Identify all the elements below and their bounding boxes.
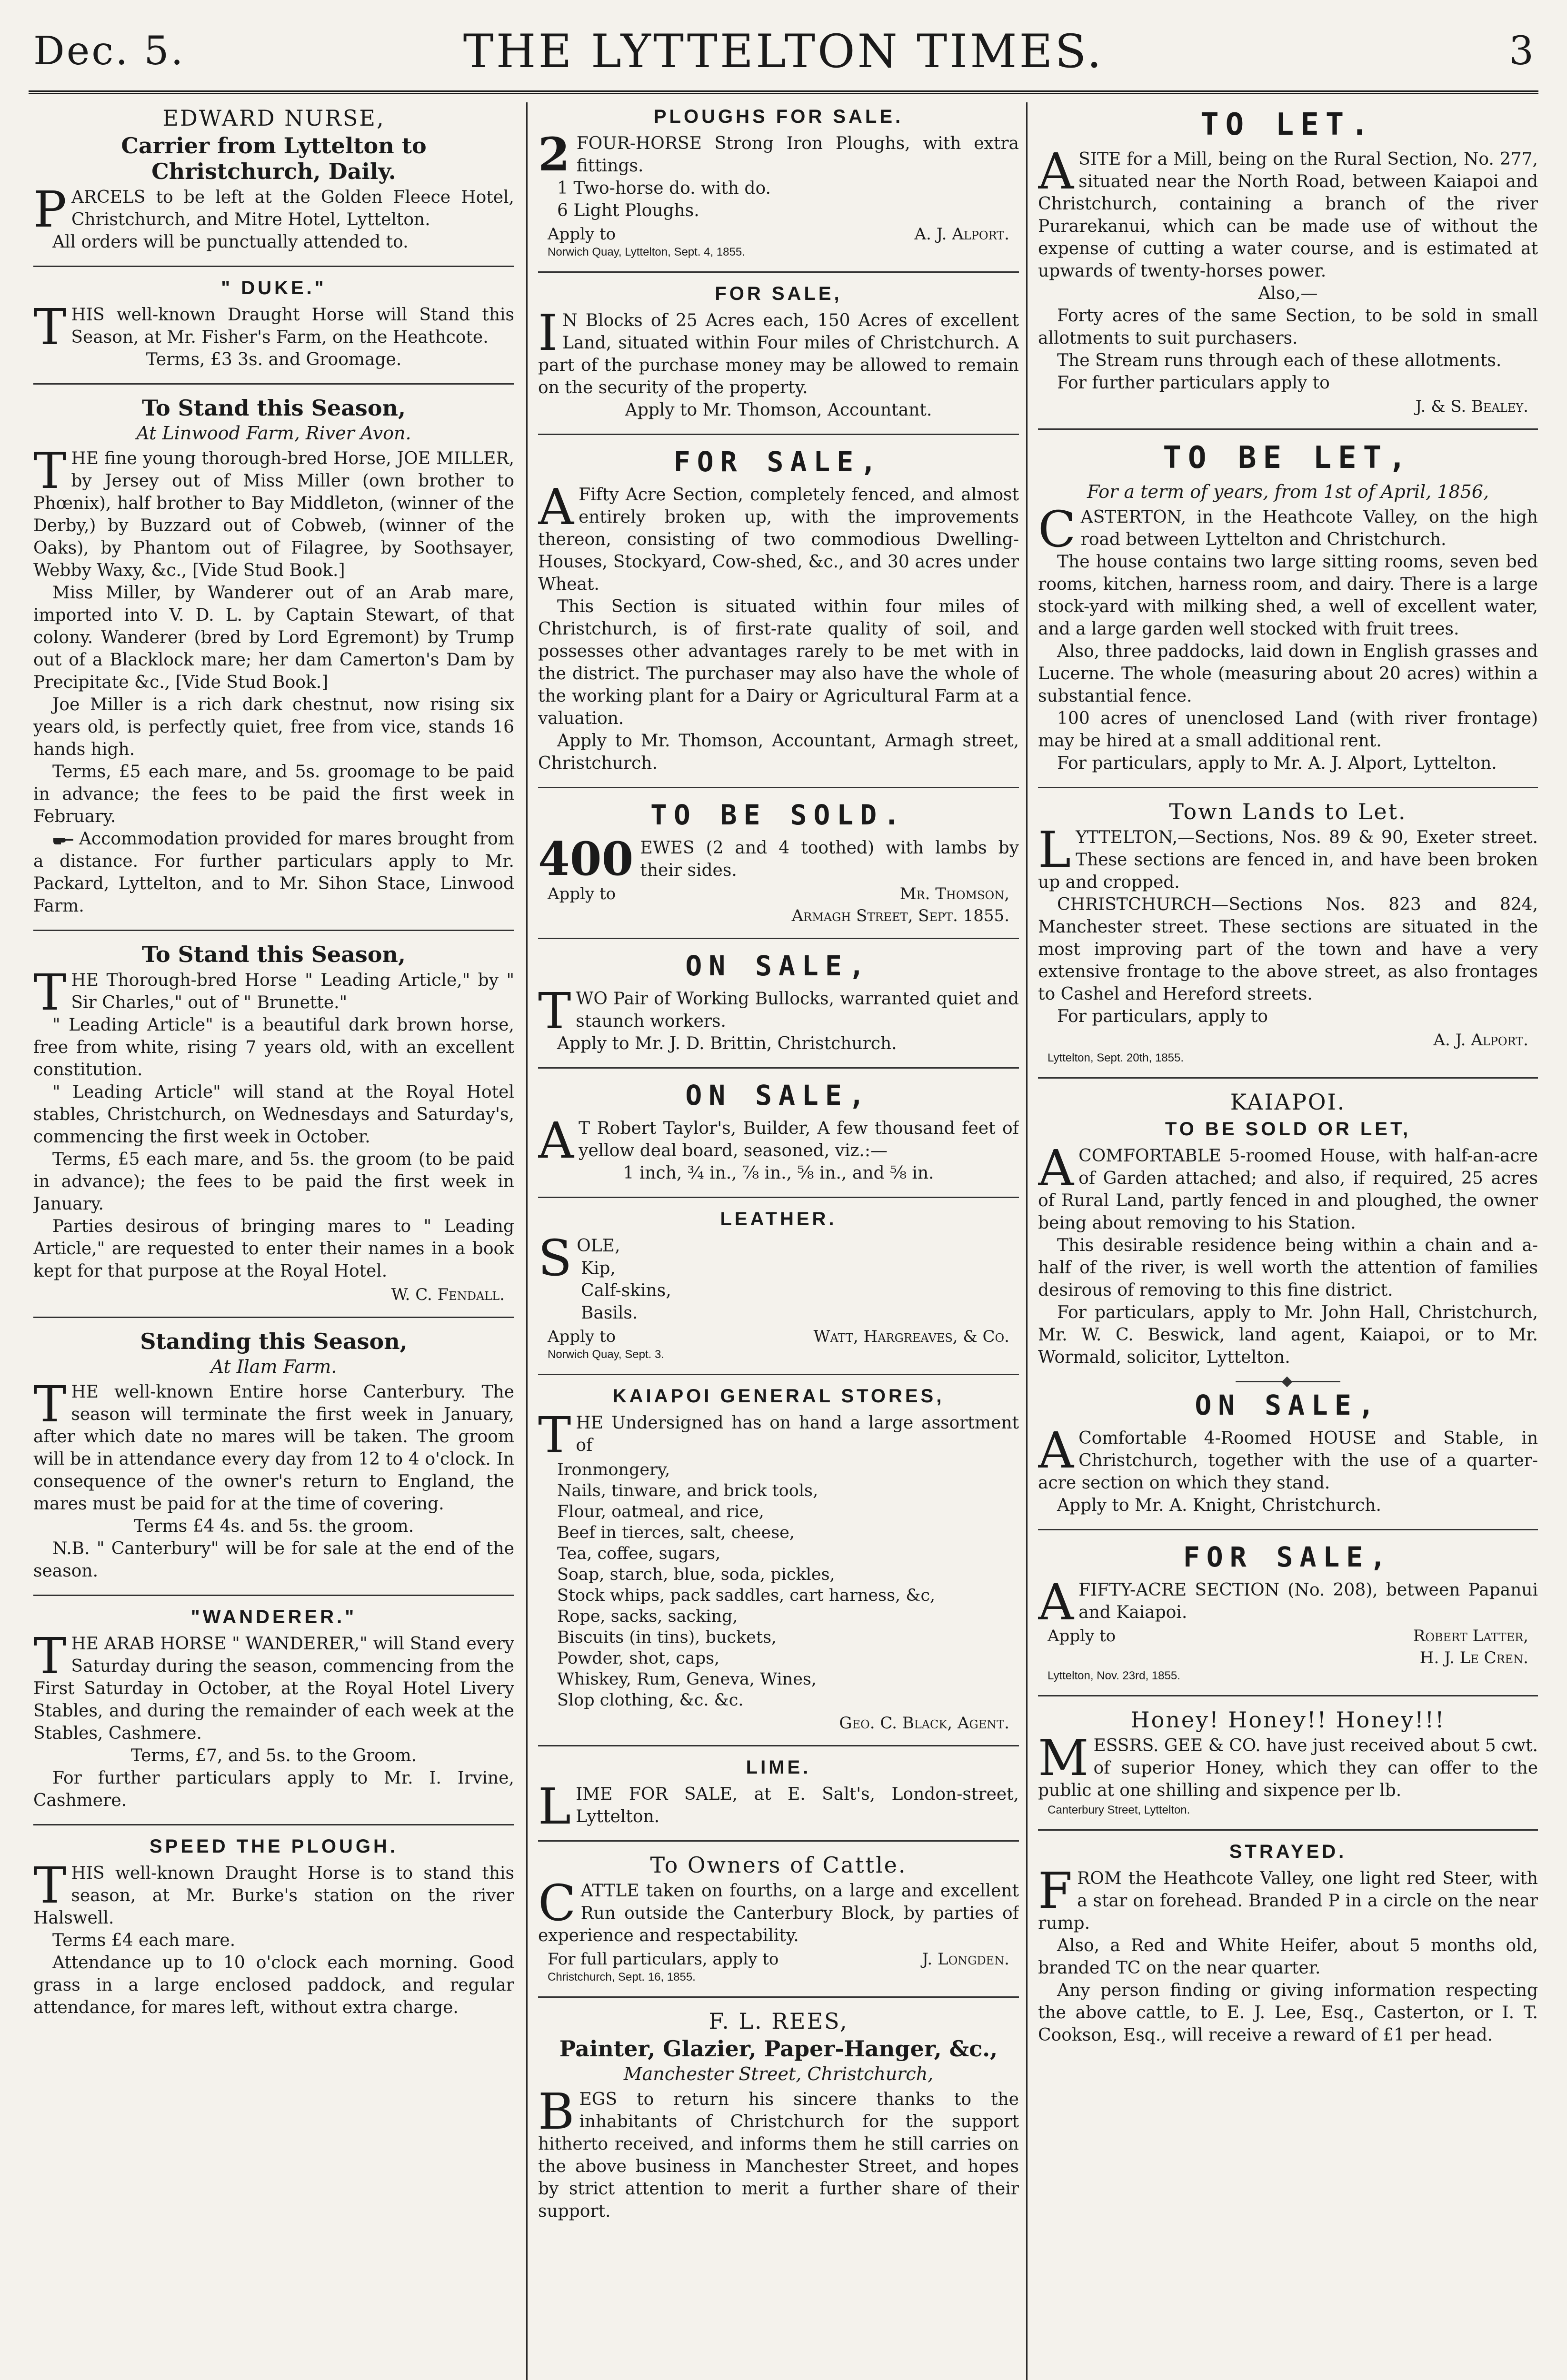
dateline: Norwich Quay, Lyttelton, Sept. 4, 1855.	[548, 246, 745, 258]
page-number: 3	[1508, 29, 1534, 74]
ad-body: 1 Two-horse do. with do.	[557, 178, 771, 198]
list-item: Powder, shot, caps,	[557, 1649, 720, 1668]
drop-cap: A	[538, 1111, 574, 1170]
ad-address: Manchester Street, Christchurch,	[623, 2063, 934, 2084]
ad-heading: FOR SALE,	[1183, 1541, 1393, 1573]
list-item: Ironmongery,	[557, 1460, 670, 1479]
divider	[1038, 1077, 1538, 1079]
ad-heading: Town Lands to Let.	[1169, 799, 1407, 824]
list-item: Basils.	[581, 1303, 638, 1323]
ad-heading: ON SALE,	[685, 1079, 872, 1111]
list-item: Rope, sacks, sacking,	[557, 1607, 738, 1626]
apply-line: Apply to Mr. J. D. Brittin, Christchurch.	[557, 1034, 897, 1053]
divider	[1038, 1829, 1538, 1831]
ad-body: 6 Light Ploughs.	[557, 201, 699, 220]
issue-date: Dec. 5.	[33, 29, 185, 74]
ad-body: Terms, £5 each mare, and 5s. the groom (to be paid in advance); the fees to be paid the first week in January.	[33, 1150, 514, 1214]
drop-cap: T	[33, 1856, 67, 1914]
drop-cap: T	[33, 442, 67, 500]
ad-body: T Robert Taylor's, Builder, A few thousand feet of yellow deal board, seasoned, viz.:—	[579, 1119, 1019, 1160]
divider	[538, 434, 1019, 435]
ad-signature: Robert Latter,	[1413, 1626, 1528, 1646]
ad-body: Fifty Acre Section, completely fenced, and almost entirely broken up, with the improvements thereon, consisting of two commodious Dwelling-Houses, Stockyard, Cow-shed, &c., and 30 acres under Wheat.	[538, 485, 1019, 594]
drop-cap: P	[33, 180, 67, 238]
ad-body: EGS to return his sincere thanks to the inhabitants of Christchurch for the support hitherto received, and informs them he still carries on the above business in Manchester Street, and hopes by strict attention to merit a further share of their support.	[538, 2090, 1019, 2221]
list-item: Soap, starch, blue, soda, pickles,	[557, 1565, 835, 1584]
ad-body: The Stream runs through each of these allotments.	[1057, 351, 1502, 370]
ad-heading: ON SALE,	[1195, 1389, 1381, 1421]
list-item: OLE,	[577, 1236, 620, 1256]
ad-heading: TO LET.	[1200, 107, 1376, 142]
ad-heading: SPEED THE PLOUGH.	[149, 1836, 399, 1857]
ad-body: For particulars, apply to	[1057, 1007, 1268, 1026]
divider	[538, 787, 1019, 788]
ad-body: The house contains two large sitting rooms, seven bed rooms, kitchen, harness room, and dairy. There is a large stock-yard with milking shed, a well of excellent water, and a large garden well stocked with fruit trees.	[1038, 552, 1538, 639]
ad-signature: W. C. Fendall.	[391, 1285, 505, 1304]
drop-cap: T	[33, 298, 67, 356]
ad-body: ASTERTON, in the Heathcote Valley, on the high road between Lyttelton and Christchurch.	[1080, 507, 1538, 549]
ad-lime	[538, 1757, 1019, 1835]
drop-cap: L	[538, 1777, 571, 1835]
column-3	[1038, 102, 1538, 2380]
ad-blocks-for-sale	[538, 283, 1019, 421]
ad-body: Any person finding or giving information respecting the above cattle, to E. J. Lee, Esq., Casterton, or I. T. Cookson, Esq., will receive a reward of £1 per head.	[1038, 1981, 1538, 2045]
ad-heading: EDWARD NURSE,	[162, 105, 385, 131]
ad-mill-site-to-let	[1038, 107, 1538, 416]
dateline: Christchurch, Sept. 16, 1855.	[548, 1971, 696, 1983]
ad-body: ARCELS to be left at the Golden Fleece Hotel, Christchurch, and Mitre Hotel, Lyttelton.	[71, 188, 514, 229]
list-item: Stock whips, pack saddles, cart harness, &c,	[557, 1586, 936, 1605]
column-2	[538, 102, 1019, 2380]
ad-body: " Leading Article" will stand at the Royal Hotel stables, Christchurch, on Wednesdays and Saturday's, commencing the first week in October.	[33, 1082, 514, 1147]
ad-note: N.B. " Canterbury" will be for sale at the end of the season.	[33, 1539, 514, 1581]
ad-kaiapoi-stores	[538, 1386, 1019, 1733]
divider	[1038, 787, 1538, 788]
ad-heading: FOR SALE,	[673, 446, 884, 478]
goods-list	[557, 1459, 1019, 1711]
drop-cap: T	[33, 963, 67, 1021]
ad-body: HIS well-known Draught Horse is to stand this season, at Mr. Burke's station on the river Halswell.	[33, 1864, 514, 1928]
ad-owners-of-cattle	[538, 1852, 1019, 1984]
ornament-divider	[1236, 1381, 1340, 1382]
ad-body: Also, a Red and White Heifer, about 5 months old, branded TC on the near quarter.	[1038, 1936, 1538, 1978]
pointing-hand-icon	[52, 835, 74, 845]
ad-kaiapoi-house	[1038, 1089, 1538, 1368]
ad-body: FOUR-HORSE Strong Iron Ploughs, with extra fittings.	[576, 134, 1019, 176]
ad-body: Apply to Mr. Thomson, Accountant, Armagh street, Christchurch.	[538, 731, 1019, 773]
ad-body: " Leading Article" is a beautiful dark brown horse, free from white, rising 7 years old, with an excellent constitution.	[33, 1015, 514, 1080]
list-item: Whiskey, Rum, Geneva, Wines,	[557, 1670, 817, 1689]
divider	[33, 1824, 514, 1825]
ad-subheading: For a term of years, from 1st of April, 1856,	[1087, 481, 1489, 502]
divider	[538, 271, 1019, 273]
ad-heading: FOR SALE,	[715, 283, 842, 304]
ad-subheading: Carrier from Lyttelton to Christchurch, Daily.	[121, 133, 427, 184]
divider	[33, 930, 514, 931]
drop-cap: T	[538, 1406, 571, 1464]
ad-heading: LIME.	[746, 1757, 811, 1778]
divider	[538, 1374, 1019, 1375]
ad-body: Miss Miller, by Wanderer out of an Arab mare, imported into V. D. L. by Captain Stewart, of that colony. Wanderer (bred by Lord Egremont) by Trump out of a Blacklock mare; her dam Camerton's Dam by Precipitate &c., [Vide Stud Book.]	[33, 583, 514, 692]
ad-heading: To Stand this Season,	[142, 942, 406, 967]
column-rule-2	[1026, 102, 1028, 2380]
ad-body: For particulars, apply to Mr. A. J. Alport, Lyttelton.	[1057, 754, 1497, 773]
ad-heading: Honey! Honey!! Honey!!!	[1130, 1707, 1446, 1733]
divider	[538, 1745, 1019, 1746]
ad-body: For further particulars apply to	[1057, 373, 1330, 393]
ad-town-lands	[1038, 799, 1538, 1065]
ad-terms: Terms £4 4s. and 5s. the groom.	[133, 1517, 414, 1536]
ad-body: For further particulars apply to Mr. I. Irvine, Cashmere.	[33, 1768, 514, 1810]
ad-body: Joe Miller is a rich dark chestnut, now rising six years old, is perfectly quiet, free from vice, stands 16 hands high.	[33, 695, 514, 759]
ad-terms: Terms, £3 3s. and Groomage.	[146, 350, 402, 369]
divider	[33, 383, 514, 385]
ad-signature: Geo. C. Black, Agent.	[839, 1714, 1009, 1733]
apply-line: Apply to Mr. Thomson, Accountant.	[625, 400, 932, 420]
ad-body: Accommodation provided for mares brought from a distance. For further particulars apply to Mr. Packard, Lyttelton, and to Mr. Sihon Stace, Linwood Farm.	[33, 829, 514, 916]
ad-rees	[538, 2008, 1019, 2222]
ad-body: Comfortable 4-Roomed HOUSE and Stable, in Christchurch, together with the use of a quarter-acre section on which they stand.	[1038, 1428, 1538, 1493]
ad-heading: To Stand this Season,	[142, 395, 406, 421]
drop-cap: A	[538, 478, 574, 536]
ad-body: HE ARAB HORSE " WANDERER," will Stand every Saturday during the season, commencing from the First Saturday in October, at the Royal Hotel Livery Stables, and during the remainder of each week at the Stables, Cashmere.	[33, 1634, 514, 1743]
drop-cap: C	[1038, 500, 1076, 558]
ad-body: COMFORTABLE 5-roomed House, with half-an-acre of Garden attached; and also, if required, 25 acres of Rural Land, partly fenced in and ploughed, the owner being about removing to his Station.	[1038, 1146, 1538, 1233]
ad-body: For particulars, apply to Mr. John Hall, Christchurch, Mr. W. C. Beswick, land agent, Kaiapoi, or to Mr. Wormald, solicitor, Lyttelton.	[1038, 1303, 1538, 1367]
ad-body: 100 acres of unenclosed Land (with river frontage) may be hired at a small additional rent.	[1038, 709, 1538, 751]
dateline: Canterbury Street, Lyttelton.	[1048, 1804, 1190, 1816]
drop-cap: A	[1038, 1573, 1074, 1631]
list-item: Slop clothing, &c. &c.	[557, 1691, 744, 1710]
drop-cap: A	[1038, 1421, 1074, 1479]
drop-cap: C	[538, 1874, 576, 1932]
ad-body: HIS well-known Draught Horse will Stand this Season, at Mr. Fisher's Farm, on the Heathcote.	[71, 305, 514, 347]
drop-cap: T	[538, 982, 571, 1040]
ad-strayed	[1038, 1841, 1538, 2046]
ad-heading: F. L. REES,	[709, 2008, 848, 2034]
ad-heading: PLOUGHS FOR SALE.	[653, 106, 904, 127]
ad-wanderer	[33, 1606, 514, 1812]
list-item: Tea, coffee, sugars,	[557, 1544, 721, 1563]
divider	[33, 1595, 514, 1596]
apply-line: Apply to Mr. A. Knight, Christchurch.	[1057, 1496, 1381, 1515]
ad-signature: A. J. Alport.	[1433, 1031, 1528, 1050]
ad-edward-nurse	[33, 105, 514, 253]
ad-body: This desirable residence being within a chain and a-half of the river, is well worth the attention of families desirous of removing to this fine district.	[1038, 1236, 1538, 1300]
list-item: Beef in tierces, salt, cheese,	[557, 1523, 795, 1542]
list-item: Nails, tinware, and brick tools,	[557, 1481, 818, 1500]
ad-duke	[33, 278, 514, 371]
ad-signature: J. & S. Bealey.	[1415, 397, 1528, 416]
ad-body: N Blocks of 25 Acres each, 150 Acres of excellent Land, situated within Four miles of Christchurch. A part of the purchase money may be allowed to remain on the security of the property.	[538, 311, 1019, 397]
apply-label: For full particulars, apply to	[548, 1950, 779, 1969]
ad-body: Forty acres of the same Section, to be sold in small allotments to suit purchasers.	[1038, 306, 1538, 348]
list-item: Flour, oatmeal, and rice,	[557, 1502, 764, 1521]
ad-deal-board	[538, 1079, 1019, 1184]
drop-number: 2	[538, 128, 570, 181]
ad-body: EWES (2 and 4 toothed) with lambs by their sides.	[640, 838, 1019, 880]
ad-body: SITE for a Mill, being on the Rural Section, No. 277, situated near the North Road, between Kaiapoi and Christchurch, containing a branch of the river Purarekanui, which can be made use of without the expense of cutting a water course, and is estimated at upwards of twenty-horses power.	[1038, 149, 1538, 281]
ad-body: This Section is situated within four miles of Christchurch, is of first-rate quality of soil, and possesses other advantages rarely to be met with in the district. The purchaser may also have the whole of the working plant for a Dairy or Agricultural Farm at a valuation.	[538, 597, 1019, 728]
ad-body: YTTELTON,—Sections, Nos. 89 & 90, Exeter street. These sections are fenced in, and have been broken up and cropped.	[1038, 828, 1538, 892]
ad-subheading: TO BE SOLD OR LET,	[1165, 1119, 1411, 1140]
dateline: Norwich Quay, Sept. 3.	[548, 1348, 664, 1361]
drop-cap: F	[1038, 1862, 1073, 1920]
ad-body: HE Undersigned has on hand a large assortment of	[576, 1413, 1019, 1455]
ad-body: Terms, £5 each mare, and 5s. groomage to be paid in advance; the fees to be paid the first week in February.	[33, 762, 514, 826]
ad-terms: Terms, £7, and 5s. to the Groom.	[130, 1746, 417, 1765]
divider	[1038, 1695, 1538, 1696]
divider	[538, 938, 1019, 939]
ad-body: WO Pair of Working Bullocks, warranted quiet and staunch workers.	[576, 989, 1019, 1031]
ad-heading: STRAYED.	[1229, 1841, 1347, 1862]
ad-body: IME FOR SALE, at E. Salt's, London-street, Lyttelton.	[576, 1785, 1019, 1826]
dateline: Lyttelton, Sept. 20th, 1855.	[1048, 1051, 1184, 1064]
apply-label: Apply to	[548, 1327, 616, 1346]
ad-speed-the-plough	[33, 1836, 514, 2019]
ad-signature: H. J. Le Cren.	[1419, 1648, 1528, 1667]
divider	[538, 1197, 1019, 1198]
ad-section-208	[1038, 1541, 1538, 1683]
divider	[538, 1840, 1019, 1842]
divider	[1038, 428, 1538, 430]
drop-cap: L	[1038, 821, 1071, 879]
column-1	[33, 102, 514, 2380]
drop-cap: A	[1038, 1139, 1074, 1197]
drop-cap: A	[1038, 142, 1074, 200]
apply-label: Apply to	[548, 884, 616, 903]
ad-body: ATTLE taken on fourths, on a large and excellent Run outside the Canterbury Block, by parties of experience and respectability.	[538, 1881, 1019, 1945]
ad-honey	[1038, 1707, 1538, 1817]
drop-number: 400	[538, 832, 634, 886]
ad-casterton	[1038, 440, 1538, 774]
ad-signature: Mr. Thomson,	[899, 884, 1009, 903]
drop-cap: B	[538, 2082, 575, 2141]
divider	[538, 1067, 1019, 1069]
ad-also: Also,—	[1258, 284, 1318, 303]
ad-ploughs	[538, 106, 1019, 259]
ad-heading: ON SALE,	[685, 950, 872, 982]
ad-subheading: At Ilam Farm.	[210, 1356, 337, 1377]
ad-body: HE fine young thorough-bred Horse, JOE MILLER, by Jersey out of Miss Miller (own brother to Phœnix), half brother to Bay Middleton, (winner of the Derby,) by Buzzard out of Cobweb, (winner of the Oaks), by Phantom out of Filagree, by Soothsayer, Webby Waxy, &c., [Vide Stud Book.]	[33, 449, 514, 580]
divider	[538, 1996, 1019, 1998]
column-rule-1	[526, 102, 528, 2380]
ad-heading: LEATHER.	[720, 1209, 837, 1230]
ad-heading: TO BE LET,	[1163, 440, 1413, 476]
ad-heading: To Owners of Cattle.	[650, 1852, 907, 1878]
ad-leather	[538, 1209, 1019, 1361]
ad-heading: KAIAPOI.	[1230, 1089, 1346, 1115]
ad-body: Attendance up to 10 o'clock each morning. Good grass in a large enclosed paddock, and regular attendance, for mares left, without extra charge.	[33, 1953, 514, 2017]
masthead	[29, 19, 1538, 94]
ad-fifty-acre-section	[538, 446, 1019, 774]
ad-heading: KAIAPOI GENERAL STORES,	[612, 1386, 945, 1407]
ad-signature: J. Longden.	[922, 1950, 1009, 1969]
ad-subheading: Painter, Glazier, Paper-Hanger, &c.,	[559, 2036, 998, 2062]
ad-address: Armagh Street, Sept. 1855.	[791, 906, 1009, 925]
ad-bullocks	[538, 950, 1019, 1055]
list-item: Biscuits (in tins), buckets,	[557, 1628, 777, 1647]
ad-four-roomed-house	[1038, 1389, 1538, 1517]
ad-note: All orders will be punctually attended to.	[52, 232, 409, 252]
drop-cap: T	[33, 1627, 67, 1685]
ad-sizes: 1 inch, ¾ in., ⅞ in., ⅝ in., and ⅝ in.	[623, 1163, 934, 1183]
dateline: Lyttelton, Nov. 23rd, 1855.	[1048, 1669, 1180, 1682]
ad-signature: A. J. Alport.	[914, 225, 1009, 244]
newspaper-title: THE LYTTELTON TIMES.	[463, 25, 1104, 78]
drop-cap: T	[33, 1375, 67, 1433]
ad-subheading: At Linwood Farm, River Avon.	[136, 423, 411, 444]
ad-ewes	[538, 799, 1019, 925]
ad-canterbury	[33, 1329, 514, 1582]
ad-body: ROM the Heathcote Valley, one light red Steer, with a star on forehead. Branded P in a circle on the near rump.	[1038, 1869, 1538, 1933]
drop-cap: S	[538, 1229, 572, 1287]
ad-heading: " DUKE."	[221, 278, 327, 298]
divider	[33, 266, 514, 267]
ad-body: CHRISTCHURCH—Sections Nos. 823 and 824, Manchester street. These sections are situated in the most improving part of the town and have a very extensive frontage to the above street, as also frontages to Cashel and Hereford streets.	[1038, 895, 1538, 1004]
drop-cap: M	[1038, 1729, 1089, 1787]
ad-body: FIFTY-ACRE SECTION (No. 208), between Papanui and Kaiapoi.	[1078, 1580, 1538, 1622]
drop-cap: I	[538, 304, 558, 362]
ad-body: Parties desirous of bringing mares to " Leading Article," are requested to enter their names in a book kept for that purpose at the Royal Hotel.	[33, 1217, 514, 1281]
ad-body: ESSRS. GEE & CO. have just received about 5 cwt. of superior Honey, which they can offer to the public at one shilling and sixpence per lb.	[1038, 1736, 1538, 1800]
list-item: Calf-skins,	[581, 1281, 671, 1300]
ad-heading: Standing this Season,	[140, 1329, 408, 1354]
apply-label: Apply to	[1048, 1626, 1116, 1646]
ad-heading: TO BE SOLD.	[650, 799, 907, 831]
ad-body: HE Thorough-bred Horse " Leading Article," by " Sir Charles," out of " Brunette."	[71, 971, 514, 1012]
ad-joe-miller	[33, 395, 514, 917]
divider	[33, 1317, 514, 1318]
apply-label: Apply to	[548, 225, 616, 244]
divider	[1038, 1529, 1538, 1530]
ad-body: Also, three paddocks, laid down in English grasses and Lucerne. The whole (measuring about 20 acres) within a substantial fence.	[1038, 642, 1538, 706]
ad-heading: "WANDERER."	[190, 1606, 357, 1627]
ad-signature: Watt, Hargreaves, & Co.	[813, 1327, 1009, 1346]
ad-leading-article	[33, 942, 514, 1304]
ad-terms: Terms £4 each mare.	[52, 1931, 236, 1950]
ad-body: HE well-known Entire horse Canterbury. The season will terminate the first week in January, after which date no mares will be taken. The groom will be in attendance every day from 12 to 4 o'clock. In consequence of the owner's return to England, the mares must be paid for at the time of covering.	[33, 1382, 514, 1514]
list-item: Kip,	[581, 1259, 616, 1278]
